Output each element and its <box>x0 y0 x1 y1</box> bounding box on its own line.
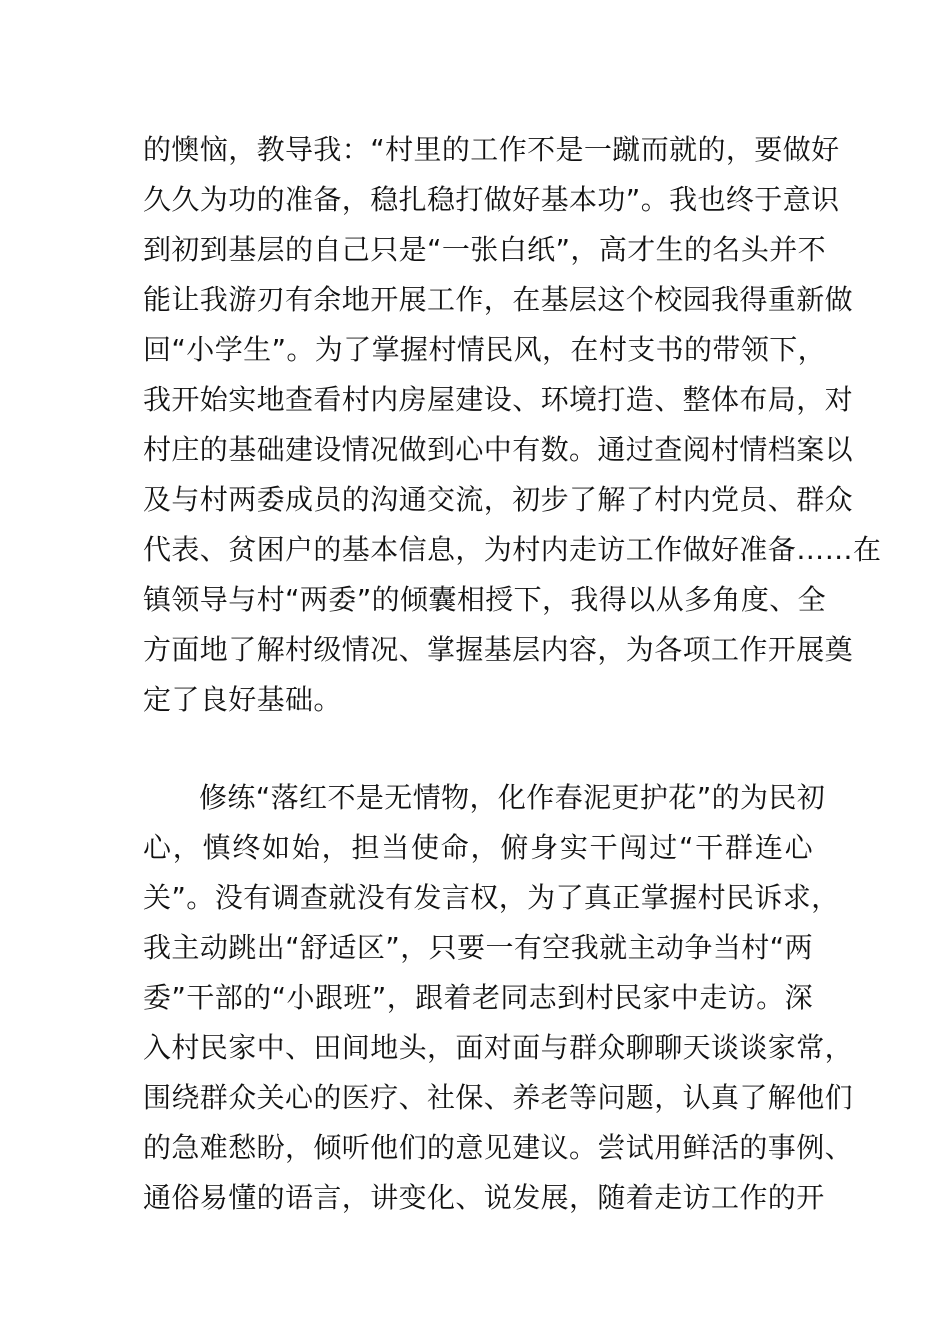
text-line: 修练“落红不是无情物，化作春泥更护花”的为民初 <box>199 781 826 814</box>
text-line: 通俗易懂的语言，讲变化、说发展，随着走访工作的开 <box>143 1181 825 1214</box>
paragraph-2 <box>143 773 854 1223</box>
text-line: 心，慎终如始，担当使命，俯身实干闯过“干群连心 <box>143 831 813 864</box>
text-line: 代表、贫困户的基本信息，为村内走访工作做好准备……在 <box>143 533 882 566</box>
text-line: 定了良好基础。 <box>143 683 342 716</box>
text-line: 我主动跳出“舒适区”，只要一有空我就主动争当村“两 <box>143 931 813 964</box>
text-line: 的懊恼，教导我：“村里的工作不是一蹴而就的，要做好 <box>143 133 840 166</box>
text-line: 围绕群众关心的医疗、社保、养老等问题，认真了解他们 <box>143 1081 854 1114</box>
text-line: 关”。没有调查就没有发言权，为了真正掌握村民诉求， <box>143 881 840 914</box>
paragraph-1 <box>143 125 882 725</box>
text-line: 回“小学生”。为了掌握村情民风，在村支书的带领下， <box>143 333 827 366</box>
text-line: 久久为功的准备，稳扎稳打做好基本功”。我也终于意识 <box>143 183 840 216</box>
text-line: 能让我游刃有余地开展工作，在基层这个校园我得重新做 <box>143 283 854 316</box>
text-line: 入村民家中、田间地头，面对面与群众聊聊天谈谈家常， <box>143 1031 854 1064</box>
text-line: 村庄的基础建设情况做到心中有数。通过查阅村情档案以 <box>143 433 854 466</box>
text-line: 我开始实地查看村内房屋建设、环境打造、整体布局，对 <box>143 383 854 416</box>
text-line: 的急难愁盼，倾听他们的意见建议。尝试用鲜活的事例、 <box>143 1131 854 1164</box>
text-line: 委”干部的“小跟班”，跟着老同志到村民家中走访。深 <box>143 981 813 1014</box>
text-line: 到初到基层的自己只是“一张白纸”，高才生的名头并不 <box>143 233 827 266</box>
text-line: 及与村两委成员的沟通交流，初步了解了村内党员、群众 <box>143 483 854 516</box>
text-line: 方面地了解村级情况、掌握基层内容，为各项工作开展奠 <box>143 633 854 666</box>
text-line: 镇领导与村“两委”的倾囊相授下，我得以从多角度、全 <box>143 583 827 616</box>
